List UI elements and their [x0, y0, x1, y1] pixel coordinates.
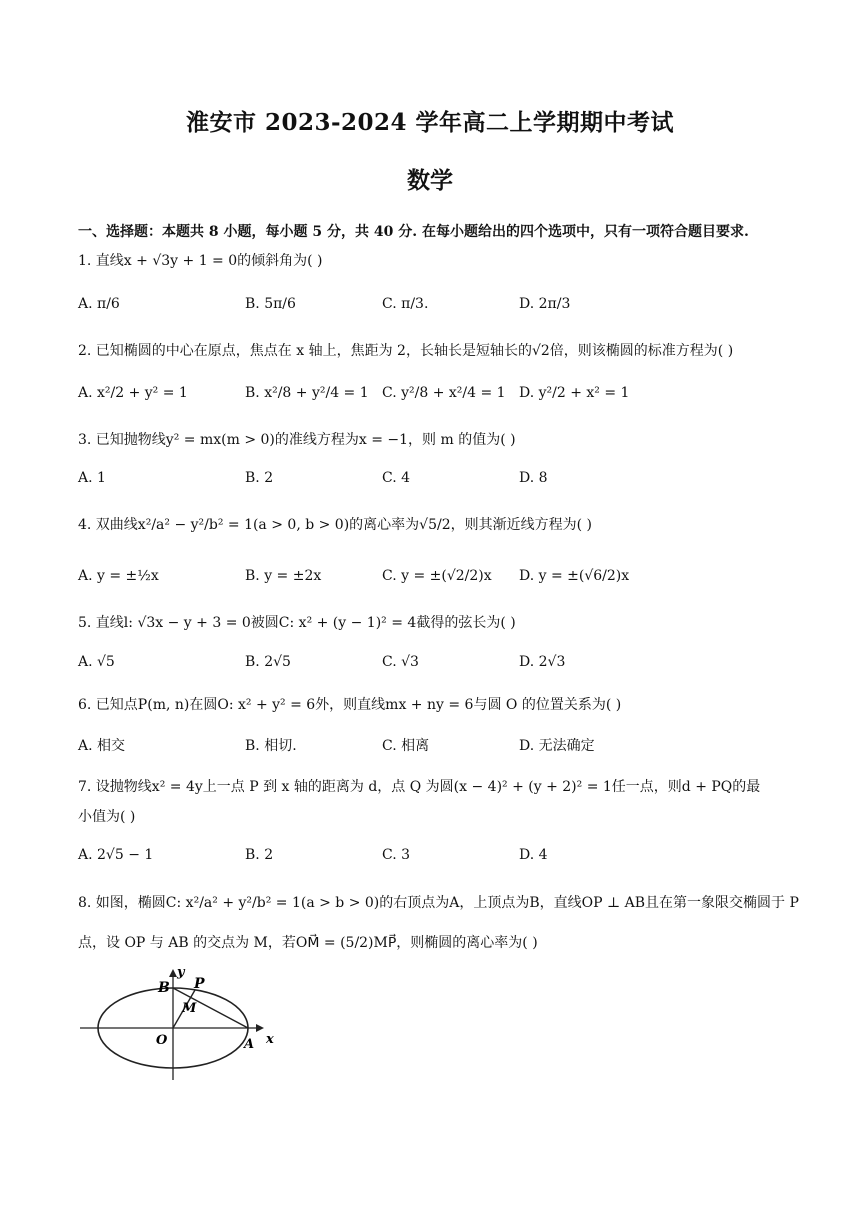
option-a: A. 相交 [78, 738, 126, 754]
option-b: B. 5π/6 [245, 296, 296, 312]
option-b: B. 2√5 [245, 654, 291, 670]
ellipse-figure [78, 964, 288, 1084]
question-5-options [78, 654, 778, 678]
question-8-stem: 8. 如图，椭圆C: x²/a² + y²/b² = 1(a > b > 0)的右顶点为A，上顶点为B，直线OP ⊥ AB且在第一象限交椭圆于 P [78, 895, 799, 911]
option-d: D. y²/2 + x² = 1 [519, 385, 630, 401]
option-a: A. √5 [78, 654, 115, 670]
option-c: C. √3 [382, 654, 419, 670]
exam-title: 淮安市 2023-2024 学年高二上学期期中考试 [185, 109, 675, 136]
option-b: B. y = ±2x [245, 568, 322, 584]
question-1-stem: 1. 直线x + √3y + 1 = 0的倾斜角为( ) [78, 253, 323, 269]
option-d: D. 2π/3 [519, 296, 571, 312]
section-heading: 一、选择题：本题共 8 小题，每小题 5 分，共 40 分. 在每小题给出的四个选项中，只有一项符合题目要求. [78, 224, 749, 240]
option-b: B. 相切. [245, 738, 297, 754]
question-1-options [78, 296, 778, 320]
label-p: P [194, 976, 205, 992]
question-7-stem: 7. 设抛物线x² = 4y上一点 P 到 x 轴的距离为 d，点 Q 为圆(x − 4)² + (y + 2)² = 1任一点，则d + PQ的最 [78, 779, 761, 795]
question-7-stem-continued: 小值为( ) [78, 809, 136, 825]
question-4-options [78, 568, 778, 592]
option-d: D. y = ±(√6/2)x [519, 568, 630, 584]
option-c: C. y²/8 + x²/4 = 1 [382, 385, 506, 401]
y-axis-arrow [169, 969, 177, 977]
option-a: A. 2√5 − 1 [78, 847, 154, 863]
option-d: D. 2√3 [519, 654, 566, 670]
option-c: C. π/3. [382, 296, 429, 312]
option-c: C. y = ±(√2/2)x [382, 568, 492, 584]
option-a: A. y = ±½x [78, 568, 159, 584]
option-d: D. 无法确定 [519, 738, 595, 754]
option-d: D. 4 [519, 847, 548, 863]
question-6-options [78, 735, 778, 759]
question-8-stem-continued: 点，设 OP 与 AB 的交点为 M，若OM⃗ = (5/2)MP⃗，则椭圆的离心率为( ) [78, 935, 538, 951]
question-7-options [78, 847, 778, 871]
x-axis-arrow [256, 1024, 264, 1032]
option-c: C. 相离 [382, 738, 430, 754]
option-a: A. x²/2 + y² = 1 [78, 385, 188, 401]
label-o: O [156, 1033, 168, 1048]
option-a: A. π/6 [78, 296, 120, 312]
label-b: B [158, 980, 170, 996]
question-3-stem: 3. 已知抛物线y² = mx(m > 0)的准线方程为x = −1，则 m 的值为( ) [78, 432, 516, 448]
option-c: C. 4 [382, 470, 411, 486]
subject-title: 数学 [407, 167, 453, 194]
option-a: A. 1 [78, 470, 106, 486]
question-6-stem: 6. 已知点P(m, n)在圆O: x² + y² = 6外，则直线mx + ny = 6与圆 O 的位置关系为( ) [78, 697, 622, 713]
option-b: B. 2 [245, 847, 274, 863]
question-3-options [78, 470, 778, 494]
option-c: C. 3 [382, 847, 411, 863]
label-m: M [182, 1001, 197, 1016]
question-2-stem: 2. 已知椭圆的中心在原点，焦点在 x 轴上，焦距为 2，长轴长是短轴长的√2倍，则该椭圆的标准方程为( ) [78, 343, 734, 359]
question-5-stem: 5. 直线l: √3x − y + 3 = 0被圆C: x² + (y − 1)² = 4截得的弦长为( ) [78, 615, 516, 631]
option-d: D. 8 [519, 470, 548, 486]
option-b: B. x²/8 + y²/4 = 1 [245, 385, 369, 401]
option-b: B. 2 [245, 470, 274, 486]
label-a: A [244, 1037, 255, 1052]
label-x: x [266, 1032, 274, 1047]
question-4-stem: 4. 双曲线x²/a² − y²/b² = 1(a > 0, b > 0)的离心率为√5/2，则其渐近线方程为( ) [78, 517, 593, 533]
question-2-options [78, 385, 778, 409]
label-y: y [177, 965, 185, 980]
